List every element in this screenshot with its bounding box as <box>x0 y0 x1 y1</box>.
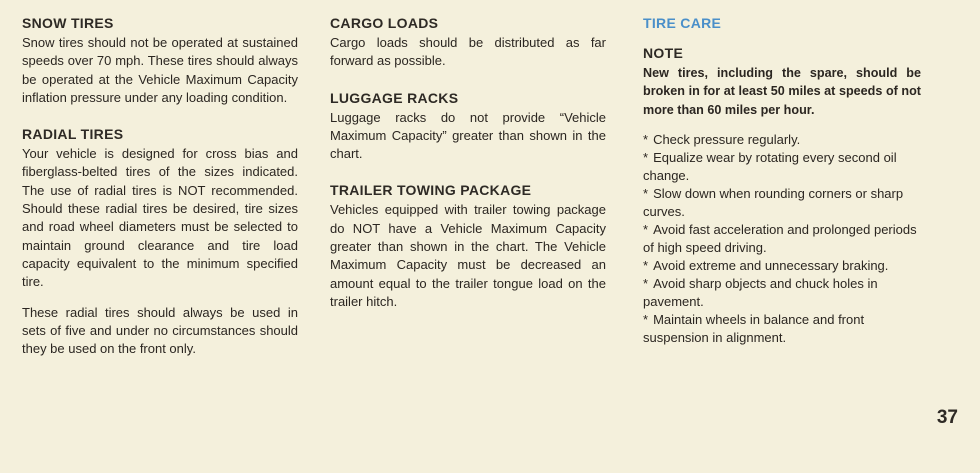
note-heading: NOTE <box>643 45 684 61</box>
column-right <box>643 14 921 347</box>
tip-text: Slow down when rounding corners or sharp curves. <box>643 185 904 219</box>
snow-tires-heading: SNOW TIRES <box>22 15 114 31</box>
tip-text: Check pressure regularly. <box>653 131 801 147</box>
snow-tires-text: Snow tires should not be operated at sustained speeds over 70 mph. These tires should always be operated at the Vehicle Maximum Capacity inflation pressure under any loading condition. <box>22 35 298 105</box>
list-item <box>643 149 921 185</box>
list-item <box>643 311 921 347</box>
list-item <box>643 185 921 221</box>
radial-tires-text: Your vehicle is designed for cross bias and fiberglass-belted tires of the sizes indicated. The use of radial tires is NOT recommended. Should these radial tires be desired, tire sizes and road wheel diameters must be selected to maintain ground clearance and tire load capacity equivalent to the minimum specified tire. <box>22 146 298 290</box>
trailer-towing-heading: TRAILER TOWING PACKAGE <box>330 182 532 199</box>
tip-text: Maintain wheels in balance and front suspension in alignment. <box>643 311 865 345</box>
tip-text: Equalize wear by rotating every second oil change. <box>643 149 897 183</box>
list-item <box>643 221 921 257</box>
cargo-loads-heading: CARGO LOADS <box>330 15 439 31</box>
bullet-star: * <box>643 311 649 327</box>
list-item <box>643 131 921 149</box>
bullet-star: * <box>643 275 649 291</box>
column-middle <box>330 14 606 311</box>
list-item <box>643 275 921 311</box>
tip-text: Avoid extreme and unnecessary braking. <box>653 257 889 273</box>
radial-tires-usage-text: These radial tires should always be used in sets of five and under no circumstances should they be used on the front only. <box>22 304 298 357</box>
bullet-star: * <box>643 185 649 201</box>
tip-text: Avoid fast acceleration and prolonged periods of high speed driving. <box>643 221 917 255</box>
bullet-star: * <box>643 131 649 147</box>
luggage-racks-heading: LUGGAGE RACKS <box>330 89 459 106</box>
luggage-racks-text: Luggage racks do not provide “Vehicle Maximum Capacity” greater than shown in the chart. <box>330 109 606 162</box>
bullet-star: * <box>643 149 649 165</box>
page-number: 37 <box>936 407 958 428</box>
cargo-loads-text: Cargo loads should be distributed as far forward as possible. <box>330 35 606 69</box>
tire-care-heading: TIRE CARE <box>643 15 722 31</box>
trailer-towing-text: Vehicles equipped with trailer towing package do NOT have a Vehicle Maximum Capacity greater than shown in the chart. The Vehicle Maximum Capacity must be decreased an amount equal to the trailer tongue load on the trailer hitch. <box>330 202 606 309</box>
bullet-star: * <box>643 257 649 273</box>
note-text: New tires, including the spare, should be broken in for at least 50 miles at speeds of not more than 60 miles per hour. <box>643 66 921 117</box>
tire-care-tips-list <box>643 131 921 347</box>
column-left <box>22 14 298 358</box>
tip-text: Avoid sharp objects and chuck holes in pavement. <box>643 275 878 309</box>
radial-tires-heading: RADIAL TIRES <box>22 126 124 143</box>
list-item <box>643 257 921 275</box>
bullet-star: * <box>643 221 649 237</box>
